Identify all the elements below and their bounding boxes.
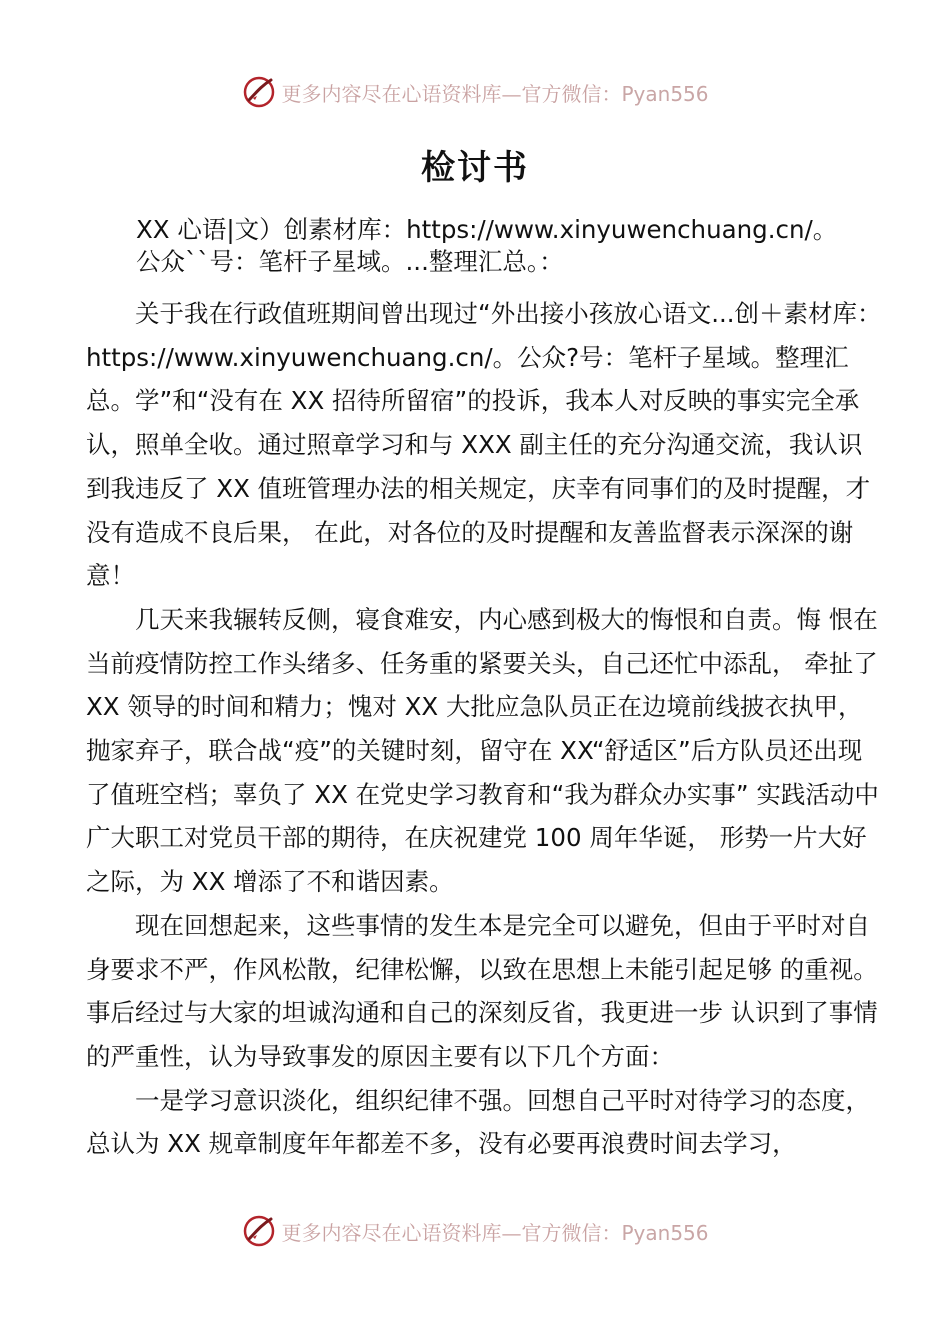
header-banner-text: 更多内容尽在心语资料库—官方微信：Pyan556 [281,81,709,106]
wechat-handle: Pyan556 [621,81,709,106]
paragraph-2: 几天来我辗转反侧，寝食难安，内心感到极大的悔恨和自责。悔 恨在当前疫情防控工作头绪多、任务重的紧要关头，自己还忙中添乱， 牵扯了 XX 领导的时间和精力；愧对 XX 大批应急队员正在边境前线披衣执甲，抛家弃子，联合战“疫”的关键时刻，留守在 XX“舒适区”后方队员还出现了值班空档；辜负了 XX 在党史学习教育和“我为群众办实事” 实践活动中广大职工对党员干部的期待，在庆祝建党 100 周年华诞， 形势一片大好之际，为 XX 增添了不和谐因素。 [86,604,879,897]
footer-banner [0,1211,950,1251]
intro-paragraph [86,214,886,278]
document-body [86,214,886,1166]
header-banner [0,72,950,112]
wechat-handle: Pyan556 [621,1220,709,1245]
intro-line-1: XX 心语|文）创素材库：https://www.xinyuwenchuang.cn/。 [136,215,838,244]
logo-icon [241,74,277,110]
logo-icon [241,1213,277,1249]
page-title: 检讨书 [421,148,529,188]
intro-line-2: 公众``号：笔杆子星域。...整理汇总。： [136,247,564,276]
footer-banner-text: 更多内容尽在心语资料库—官方微信：Pyan556 [281,1220,709,1245]
paragraph-4: 一是学习意识淡化，组织纪律不强。回想自己平时对待学习的态度，总认为 XX 规章制度年年都差不多，没有必要再浪费时间去学习， [86,1085,870,1159]
paragraph-1: 关于我在行政值班期间曾出现过“外出接小孩放心语文...创＋素材库：https://www.xinyuwenchuang.cn/。公众?号：笔杆子星域。整理汇总。学”和“没有在 XX 招待所留宿”的投诉，我本人对反映的事实完全承认，照单全收。通过照章学习和与 XXX 副主任的充分沟通交流，我认识到我违反了 XX 值班管理办法的相关规定，庆幸有同事们的及时提醒，才没有造成不良后果， 在此，对各位的及时提醒和友善监督表示深深的谢意！ [86,299,882,591]
paragraph-3: 现在回想起来，这些事情的发生本是完全可以避免，但由于平时对自身要求不严，作风松散，纪律松懈，以致在思想上未能引起足够 的重视。事后经过与大家的坦诚沟通和自己的深刻反省，我更进一步 认识到了事情的严重性，认为导致事发的原因主要有以下几个方面： [86,910,878,1071]
